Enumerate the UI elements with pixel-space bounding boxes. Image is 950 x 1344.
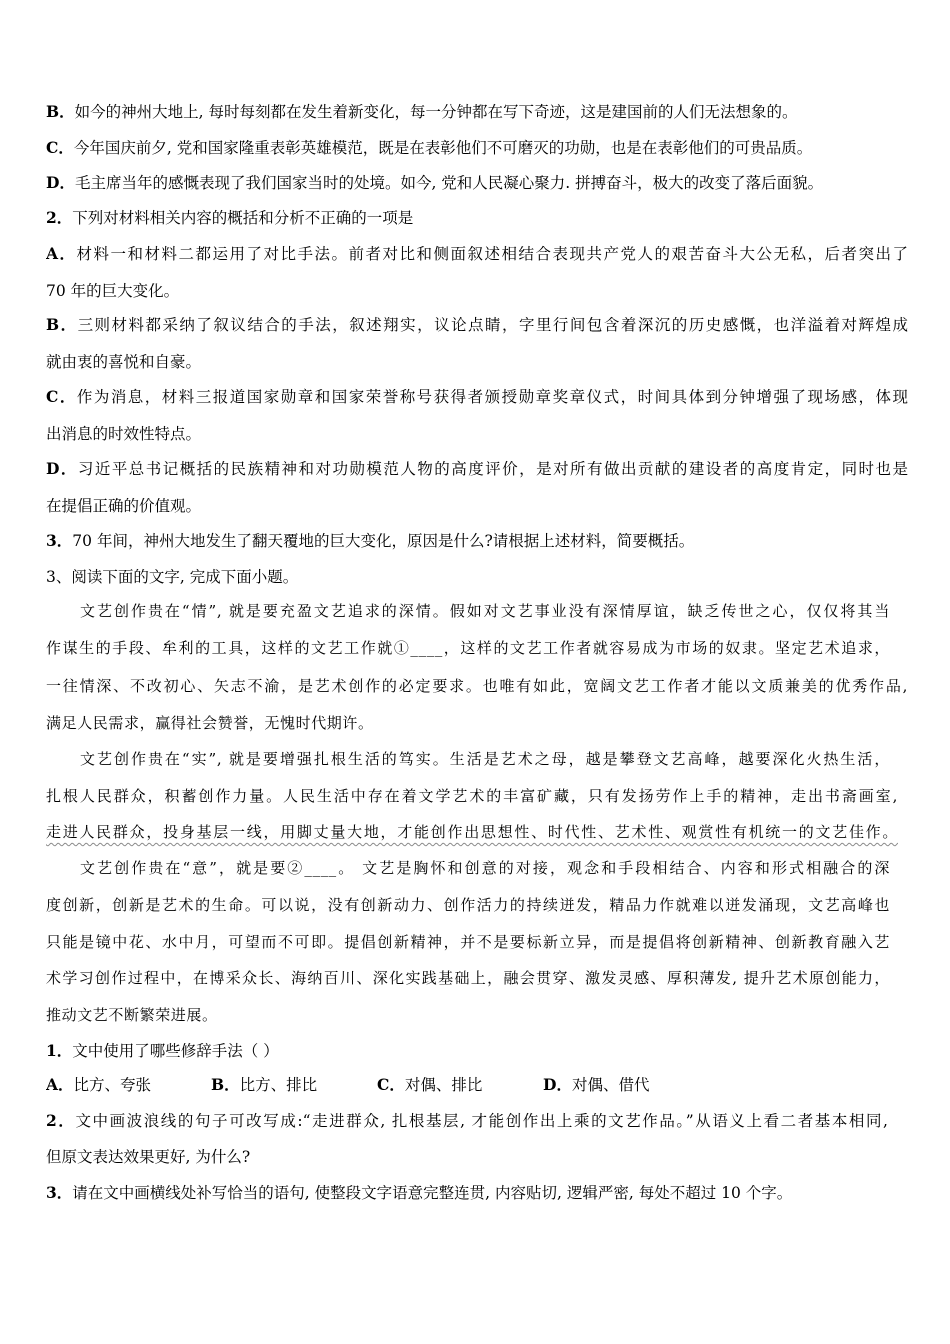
passage-p1-line: 一往情深、不改初心、矢志不渝，是艺术创作的必定要求。也唯有如此，宽阔文艺工作者才能以文质兼美的优秀作品, <box>46 677 908 695</box>
subq1-options <box>46 1074 908 1098</box>
q2-option-c-cont: 出消息的时效性特点。 <box>46 425 202 443</box>
passage-p3-line: 术学习创作过程中，在博采众长、海纳百川、深化实践基础上，融会贯穿、激发灵感、厚积薄发, 提升艺术原创能力， <box>46 969 890 987</box>
subq1-stem: 1．文中使用了哪些修辞手法（ ） <box>46 1041 279 1060</box>
passage-p3-line: 推动文艺不断繁荣进展。 <box>46 1006 218 1024</box>
q2-option-a-cont: 70 年的巨大变化。 <box>46 282 180 300</box>
q3-stem: 3．70 年间，神州大地发生了翻天覆地的巨大变化，原因是什么?请根据上述材料，简要概括。 <box>46 531 695 550</box>
q2-option-d: D．习近平总书记概括的民族精神和对功勋模范人物的高度评价，是对所有做出贡献的建设者的高度肯定，同时也是 <box>46 459 908 478</box>
passage-wavy-sentence: 走进人民群众，投身基层一线，用脚丈量大地，才能创作出思想性、时代性、艺术性、观赏性有机统一的文艺佳作。 <box>46 823 898 841</box>
section-heading: 3、阅读下面的文字, 完成下面小题。 <box>46 568 299 586</box>
passage-p1-line: 满足人民需求，赢得社会赞誉，无愧时代期许。 <box>46 714 374 732</box>
passage-p3-line: 度创新，创新是艺术的生命。可以说，没有创新动力、创作活力的持续迸发，精品力作就难以迸发涌现，文艺高峰也 <box>46 896 890 914</box>
q2-stem: 2．下列对材料相关内容的概括和分析不正确的一项是 <box>46 208 414 227</box>
subq1-option-b: B．比方、排比 <box>211 1075 318 1094</box>
passage-p1-line: 文艺创作贵在“情”, 就是要充盈文艺追求的深情。假如对文艺事业没有深情厚谊，缺乏传世之心，仅仅将其当 <box>80 602 890 620</box>
subq1-option-d: D．对偶、借代 <box>543 1075 650 1094</box>
passage-p3-line: 文艺创作贵在“意”，就是要②____。 文艺是胸怀和创意的对接，观念和手段相结合、内容和形式相融合的深 <box>80 859 890 877</box>
q1-option-d: D．毛主席当年的感慨表现了我们国家当时的处境。如今, 党和人民凝心聚力. 拼搏奋斗，极大的改变了落后面貌。 <box>46 173 824 192</box>
q2-option-a: A．材料一和材料二都运用了对比手法。前者对比和侧面叙述相结合表现共产党人的艰苦奋斗大公无私，后者突出了 <box>46 244 908 263</box>
subq3-stem: 3．请在文中画横线处补写恰当的语句, 使整段文字语意完整连贯, 内容贴切, 逻辑严密, 每处不超过 10 个字。 <box>46 1183 793 1202</box>
subq2-stem-cont: 但原文表达效果更好, 为什么? <box>46 1148 251 1166</box>
q2-option-b-cont: 就由衷的喜悦和自豪。 <box>46 353 202 371</box>
passage-p3-line: 只能是镜中花、水中月，可望而不可即。提倡创新精神，并不是要标新立异，而是提倡将创新精神、创新教育融入艺 <box>46 933 890 951</box>
passage-p2-line: 文艺创作贵在“实”, 就是要增强扎根生活的笃实。生活是艺术之母，越是攀登文艺高峰，越要深化火热生活， <box>80 750 890 768</box>
q2-option-b: B．三则材料都采纳了叙议结合的手法，叙述翔实，议论点睛，字里行间包含着深沉的历史感慨，也洋溢着对辉煌成 <box>46 315 908 334</box>
q1-option-b: B．如今的神州大地上, 每时每刻都在发生着新变化，每一分钟都在写下奇迹，这是建国前的人们无法想象的。 <box>46 102 798 121</box>
subq1-option-a: A．比方、夸张 <box>46 1075 152 1094</box>
passage-p1-line: 作谋生的手段、牟利的工具，这样的文艺工作就①____，这样的文艺工作者就容易成为市场的奴隶。坚定艺术追求， <box>46 639 890 657</box>
q1-option-c: C．今年国庆前夕, 党和国家隆重表彰英雄模范，既是在表彰他们不可磨灭的功勋，也是在表彰他们的可贵品质。 <box>46 138 813 157</box>
passage-p2-line: 扎根人民群众，积蓄创作力量。人民生活中存在着文学艺术的丰富矿藏，只有发扬劳作上手的精神，走出书斋画室, <box>46 787 898 805</box>
subq1-option-c: C．对偶、排比 <box>377 1075 483 1094</box>
subq2-stem: 2．文中画波浪线的句子可改写成:“走进群众, 扎根基层, 才能创作出上乘的文艺作品。”从语义上看二者基本相同, <box>46 1111 888 1130</box>
q2-option-d-cont: 在提倡正确的价值观。 <box>46 497 202 515</box>
q2-option-c: C．作为消息，材料三报道国家勋章和国家荣誉称号获得者颁授勋章奖章仪式，时间具体到分钟增强了现场感，体现 <box>46 387 908 406</box>
